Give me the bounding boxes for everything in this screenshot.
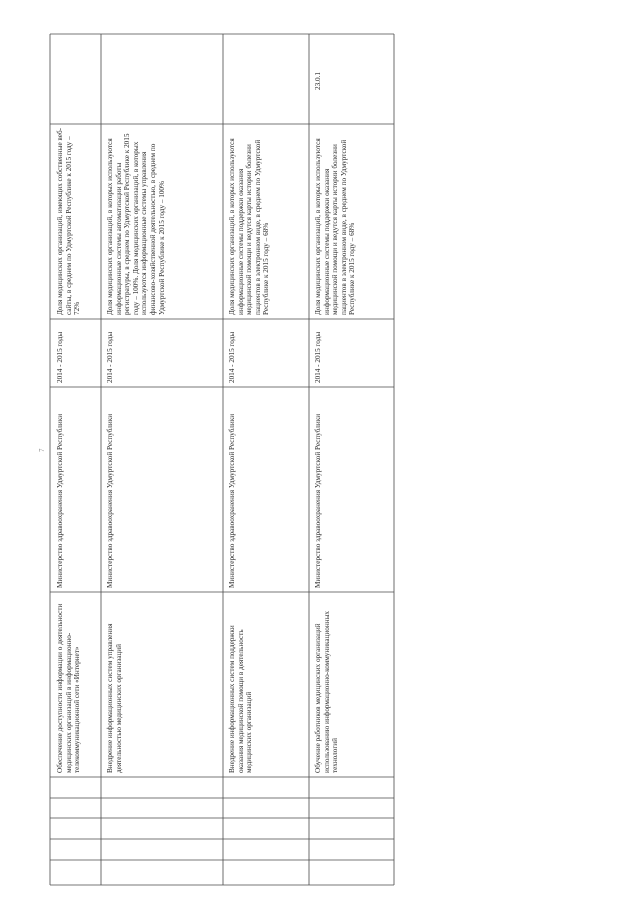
row1-indicator: Доля медицинских организаций, имеющих собственные веб-сайты, в среднем по Удмуртской Республике к 2015 году – 72% [56,127,82,315]
row1-responsible: Министерство здравоохранения Удмуртской Республики [56,413,64,588]
row3-indicator: Доля медицинских организаций, в которых используются информационные системы поддержки оказания медицинской помощи и ведутся карты истории болезни пациентов в электронном виде, в среднем по Удмуртской Республике к 2015 году – 68% [228,138,271,315]
row3-responsible: Министерство здравоохранения Удмуртской Республики [228,413,236,588]
row2-measure: Внедрение информационных систем управления деятельностью медицинских организаций [106,623,123,773]
row1-period: 2014 - 2015 годы [56,331,64,383]
row2-indicator: Доля медицинских организаций, в которых используются информационные системы автоматизации работы регистратуры, в среднем по Удмуртской Республике к 2015 году – 100%. Доля медицинских организаций, в которых используются информационные системы управления финансово-хозяйственной деятельностью, в среднем по Удмуртской Республике к 2015 году – 100% [106,133,166,315]
row4-responsible: Министерство здравоохранения Удмуртской Республики [314,413,322,588]
row2-period: 2014 - 2015 годы [106,331,114,383]
row4-code: 23.0.1 [314,72,322,90]
row4-indicator: Доля медицинских организаций, в которых используются информационные системы поддержки оказания медицинской помощи и ведутся карты истории болезни пациентов в электронном виде, в среднем по Удмуртской Республике к 2015 году – 68% [314,138,357,315]
row4-period: 2014 - 2015 годы [314,331,322,383]
page-number: 7 [38,448,46,452]
row3-period: 2014 - 2015 годы [228,331,236,383]
row4-measure: Обучение работников медицинских организаций использованию информационно-коммуникационных технологий [314,610,340,773]
row3-measure: Внедрение информационных систем поддержки оказания медицинской помощи в деятельность медицинских организаций [228,625,254,773]
row1-measure: Обеспечение доступности информации о деятельности медицинских организаций в информационно-телекоммуникационной сети «Интернет» [56,603,82,773]
row2-responsible: Министерство здравоохранения Удмуртской Республики [106,413,114,588]
